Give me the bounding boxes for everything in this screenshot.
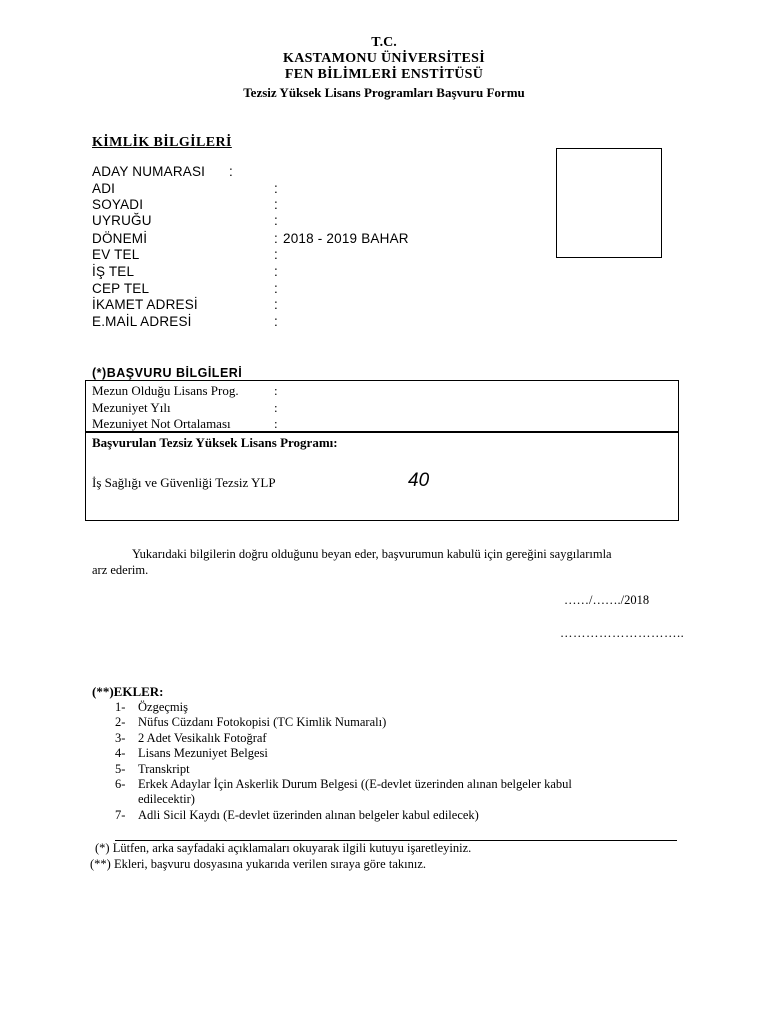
kimlik-colon: : <box>274 264 278 279</box>
declaration-text <box>92 546 682 578</box>
kimlik-colon: : <box>274 247 278 262</box>
ek-item-text: Lisans Mezuniyet Belgesi <box>138 746 268 760</box>
kimlik-colon: : <box>274 181 278 196</box>
ek-item-text: edilecektir) <box>138 792 195 806</box>
program-name: İş Sağlığı ve Güvenliği Tezsiz YLP <box>92 475 276 490</box>
program-title: Başvurulan Tezsiz Yüksek Lisans Programı: <box>92 435 338 450</box>
declaration-line-1: Yukarıdaki bilgilerin doğru olduğunu beyan eder, başvurumun kabulü için gereğini saygılarımla <box>132 547 612 561</box>
ek-item-number: 6- <box>115 777 126 791</box>
basvuru-label: Mezuniyet Not Ortalaması <box>92 416 231 431</box>
kimlik-label: E.MAİL ADRESİ <box>92 314 192 329</box>
kimlik-label: CEP TEL <box>92 281 150 296</box>
header-institute: FEN BİLİMLERİ ENSTİTÜSÜ <box>284 67 484 82</box>
ek-item-text: Adli Sicil Kaydı (E-devlet üzerinden alınan belgeler kabul edilecek) <box>138 808 479 822</box>
basvuru-row-lisans-prog <box>92 383 278 399</box>
basvuru-row-mezuniyet-yili <box>92 400 278 416</box>
basvuru-colon: : <box>274 416 278 431</box>
basvuru-row-not-ortalamasi <box>92 416 278 432</box>
ek-item-text: Transkript <box>138 762 190 776</box>
kimlik-label: İŞ TEL <box>92 264 135 279</box>
declaration-line-2: arz ederim. <box>92 563 149 577</box>
ek-item-text: Nüfus Cüzdanı Fotokopisi (TC Kimlik Numaralı) <box>138 715 387 729</box>
kimlik-colon: : <box>274 281 278 296</box>
basvuru-colon: : <box>274 383 278 398</box>
program-number: 40 <box>408 470 430 491</box>
kimlik-label: UYRUĞU <box>92 213 152 228</box>
ek-item-6-continuation <box>138 792 195 807</box>
kimlik-colon: : <box>229 164 233 179</box>
ek-item-text: Özgeçmiş <box>138 700 188 714</box>
ek-item-number: 1- <box>115 700 126 714</box>
kimlik-colon: : <box>274 213 278 228</box>
ek-item-number: 2- <box>115 715 126 729</box>
header-university: KASTAMONU ÜNİVERSİTESİ <box>283 51 485 66</box>
program-box <box>85 432 679 521</box>
kimlik-label: İKAMET ADRESİ <box>92 297 198 312</box>
kimlik-label: ADAY NUMARASI <box>92 164 206 179</box>
kimlik-label: EV TEL <box>92 247 140 262</box>
header-form-title: Tezsiz Yüksek Lisans Programları Başvuru Formu <box>243 85 525 100</box>
kimlik-colon: : <box>274 297 278 312</box>
date-field: ……/……./2018 <box>564 593 650 607</box>
ek-item-number: 3- <box>115 731 126 745</box>
ek-item-number: 4- <box>115 746 126 760</box>
ekler-title: (**)EKLER: <box>92 684 164 699</box>
kimlik-label: ADI <box>92 181 116 196</box>
basvuru-label: Mezuniyet Yılı <box>92 400 171 415</box>
kimlik-label: SOYADI <box>92 197 144 212</box>
basvuru-info-box <box>85 380 679 432</box>
kimlik-colon: : <box>274 231 278 246</box>
footnote-2: (**) Ekleri, başvuru dosyasına yukarıda verilen sıraya göre takınız. <box>90 857 426 871</box>
header-tc: T.C. <box>371 35 397 50</box>
kimlik-colon: : <box>274 197 278 212</box>
signature-field: ……………………….. <box>560 626 685 640</box>
ek-item-text: 2 Adet Vesikalık Fotoğraf <box>138 731 267 745</box>
ek-item-number: 5- <box>115 762 126 776</box>
kimlik-section-title: KİMLİK BİLGİLERİ <box>92 135 232 150</box>
basvuru-label: Mezun Olduğu Lisans Prog. <box>92 383 239 398</box>
basvuru-colon: : <box>274 400 278 415</box>
photo-placeholder-box <box>556 148 662 258</box>
kimlik-label: DÖNEMİ <box>92 231 148 246</box>
basvuru-section-title: (*)BAŞVURU BİLGİLERİ <box>92 366 243 380</box>
ek-item-number: 7- <box>115 808 126 822</box>
kimlik-colon: : <box>274 314 278 329</box>
footnote-1: (*) Lütfen, arka sayfadaki açıklamaları okuyarak ilgili kutuyu işaretleyiniz. <box>95 841 472 855</box>
kimlik-value-donemi: 2018 - 2019 BAHAR <box>283 231 409 246</box>
ek-item-text: Erkek Adaylar İçin Askerlik Durum Belgesi ((E-devlet üzerinden alınan belgeler kabul <box>138 777 572 791</box>
